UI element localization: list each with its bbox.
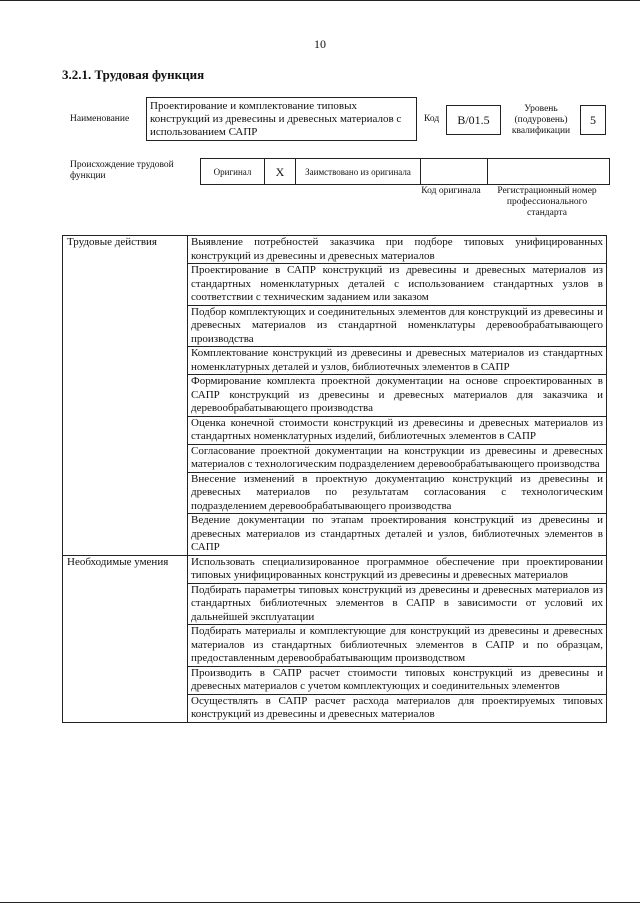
list-item: Комплектование конструкций из древесины и древесных материалов из стандартных номенклатурных деталей и узлов, библиотечных элементов в САПР [188, 347, 607, 375]
list-item: Подбирать параметры типовых конструкций из древесины и древесных материалов из стандартных библиотечных элементов в САПР в зависимости от условий их дальнейшей эксплуатации [188, 583, 607, 625]
function-name-box: Проектирование и комплектование типовых конструкций из древесины и древесных материалов с использованием САПР [146, 97, 417, 141]
page-number: 10 [314, 37, 326, 51]
list-item: Использовать специализированное программное обеспечение при проектировании типовых унифицированных конструкций из древесины и древесных материалов [188, 555, 607, 583]
list-item: Оценка конечной стоимости конструкций из древесины и древесных материалов из стандартных номенклатурных изделий, библиотечных элементов в САПР [188, 416, 607, 444]
list-item: Выявление потребностей заказчика при подборе типовых унифицированных конструкций из древесины и древесных материалов [188, 236, 607, 264]
list-item: Подбор комплектующих и соединительных элементов для конструкций из древесины и древесных материалов из стандартной номенклатуры деревообрабатывающего производства [188, 305, 607, 347]
origin-reg-caption: Регистрационный номер профессионального стандарта [497, 186, 597, 218]
origin-label: Происхождение трудовой функции [70, 160, 174, 181]
list-item: Ведение документации по этапам проектирования конструкций из древесины и древесных материалов из стандартных деталей и узлов, библиотечных элементов в САПР [188, 514, 607, 556]
list-item: Подбирать материалы и комплектующие для конструкций из древесины и древесных материалов из стандартных библиотечных элементов в САПР и по образцам, предоставленным деревообрабатывающим производством [188, 625, 607, 667]
origin-code-cell [421, 159, 488, 185]
section-title-cell: Трудовые действия [63, 236, 188, 556]
origin-borrowed-label: Заимствовано из оригинала [296, 159, 421, 185]
code-label: Код [424, 114, 440, 124]
main-table [62, 235, 607, 723]
origin-original-mark: X [265, 159, 296, 185]
level-value-box: 5 [580, 105, 606, 135]
table-row [63, 555, 607, 583]
origin-table [200, 158, 610, 185]
section-title-cell: Необходимые умения [63, 555, 188, 722]
list-item: Производить в САПР расчет стоимости типовых конструкций из древесины и древесных материалов с учетом комплектующих и соединительных элементов [188, 666, 607, 694]
name-label: Наименование [70, 114, 130, 124]
code-value-box: B/01.5 [446, 105, 501, 135]
table-row [63, 236, 607, 264]
list-item: Проектирование в САПР конструкций из древесины и древесных материалов из стандартных номенклатурных деталей с использованием стандартных узлов в соответствии с техническим заданием или заказом [188, 264, 607, 306]
section-title: 3.2.1. Трудовая функция [62, 67, 205, 82]
origin-reg-cell [488, 159, 610, 185]
list-item: Осуществлять в САПР расчет расхода материалов для проектируемых типовых конструкций из древесины и древесных материалов [188, 694, 607, 722]
list-item: Формирование комплекта проектной документации на основе спроектированных в САПР конструкций из древесины и древесных материалов для заказчика и деревообрабатывающего производства [188, 375, 607, 417]
list-item: Внесение изменений в проектную документацию конструкций из древесины и древесных материалов по результатам согласования с технологическим подразделением деревообрабатывающего производства [188, 472, 607, 514]
origin-original-label: Оригинал [201, 159, 265, 185]
list-item: Согласование проектной документации на конструкции из древесины и древесных материалов с технологическим подразделением деревообрабатывающего производства [188, 444, 607, 472]
level-label: Уровень (подуровень) квалификации [511, 104, 571, 136]
origin-code-caption: Код оригинала [421, 186, 481, 196]
page-top-edge [0, 0, 640, 1]
